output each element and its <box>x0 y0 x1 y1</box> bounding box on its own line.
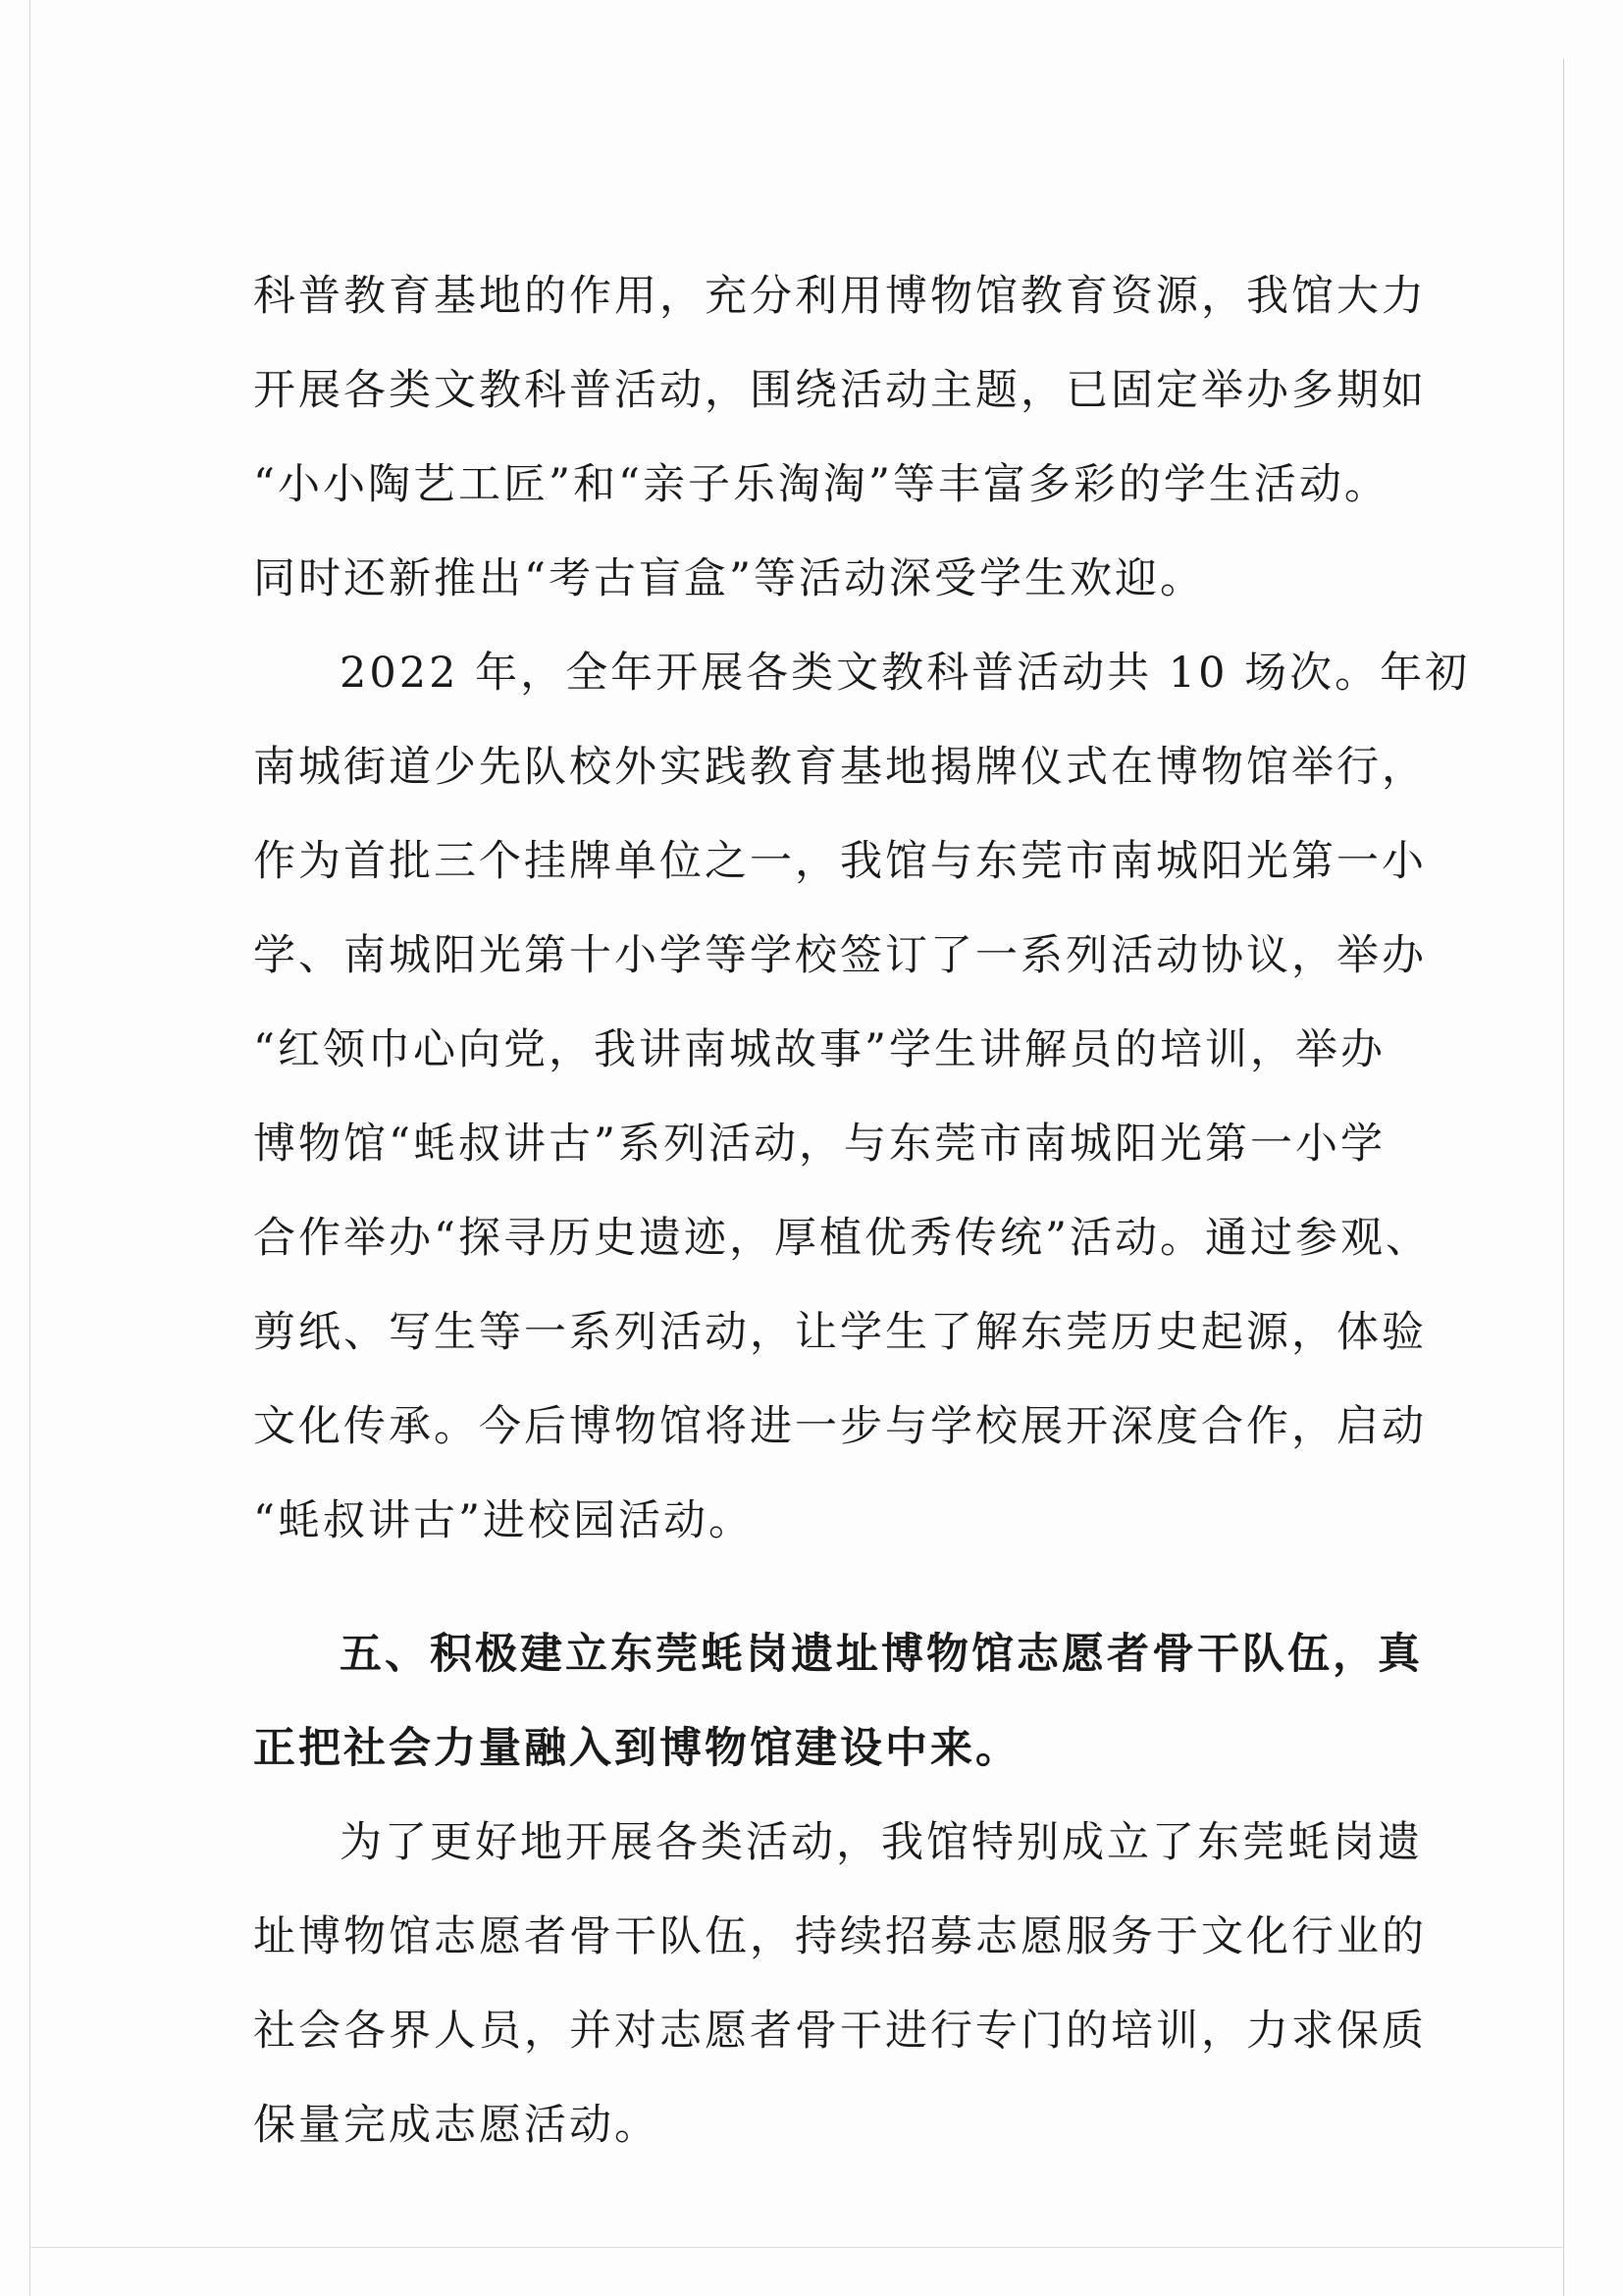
scan-edge-right <box>1563 59 1564 2296</box>
text-line: 文化传承。今后博物馆将进一步与学校展开深度合作，启动 <box>253 1402 1427 1451</box>
text-line: 同时还新推出“考古盲盒”等活动深受学生欢迎。 <box>253 554 1205 603</box>
text-line: “红领巾心向党，我讲南城故事”学生讲解员的培训，举办 <box>253 1025 1386 1074</box>
text-line: 博物馆“蚝叔讲古”系列活动，与东莞市南城阳光第一小学 <box>253 1120 1386 1169</box>
text-line: 2022 年，全年开展各类文教科普活动共 10 场次。年初 <box>340 649 1471 698</box>
text-line: 作为首批三个挂牌单位之一，我馆与东莞市南城阳光第一小 <box>253 837 1427 886</box>
text-line: 社会各界人员，并对志愿者骨干进行专门的培训，力求保质 <box>253 2007 1427 2056</box>
text-line: 南城街道少先队校外实践教育基地揭牌仪式在博物馆举行， <box>253 743 1427 792</box>
heading-line: 五、积极建立东莞蚝岗遗址博物馆志愿者骨干队伍，真 <box>340 1630 1423 1679</box>
scan-edge-bottom <box>29 2247 1563 2248</box>
text-line: 科普教育基地的作用，充分利用博物馆教育资源，我馆大力 <box>253 272 1427 321</box>
section-gap <box>253 1584 1333 1623</box>
text-line: 开展各类文教科普活动，围绕活动主题，已固定举办多期如 <box>253 366 1427 415</box>
text-line: 为了更好地开展各类活动，我馆特别成立了东莞蚝岗遗 <box>340 1818 1423 1867</box>
section-heading-5 <box>253 1623 1423 1780</box>
text-line: “小小陶艺工匠”和“亲子乐淘淘”等丰富多彩的学生活动。 <box>253 460 1389 509</box>
scan-edge-left <box>29 0 30 2296</box>
paragraph-education-activities <box>253 265 1427 610</box>
heading-line: 正把社会力量融入到博物馆建设中来。 <box>253 1724 1021 1773</box>
text-line: 剪纸、写生等一系列活动，让学生了解东莞历史起源，体验 <box>253 1308 1427 1357</box>
text-line: 合作举办“探寻历史遗迹，厚植优秀传统”活动。通过参观、 <box>253 1214 1431 1263</box>
paragraph-volunteer-team <box>253 1811 1427 2157</box>
text-line: 址博物馆志愿者骨干队伍，持续招募志愿服务于文化行业的 <box>253 1912 1427 1961</box>
document-body <box>253 265 1471 2188</box>
text-line: 保量完成志愿活动。 <box>253 2101 659 2150</box>
paragraph-2022-activities <box>253 642 1471 1552</box>
text-line: 学、南城阳光第十小学等学校签订了一系列活动协议，举办 <box>253 931 1427 980</box>
text-line: “蚝叔讲古”进校园活动。 <box>253 1496 754 1545</box>
